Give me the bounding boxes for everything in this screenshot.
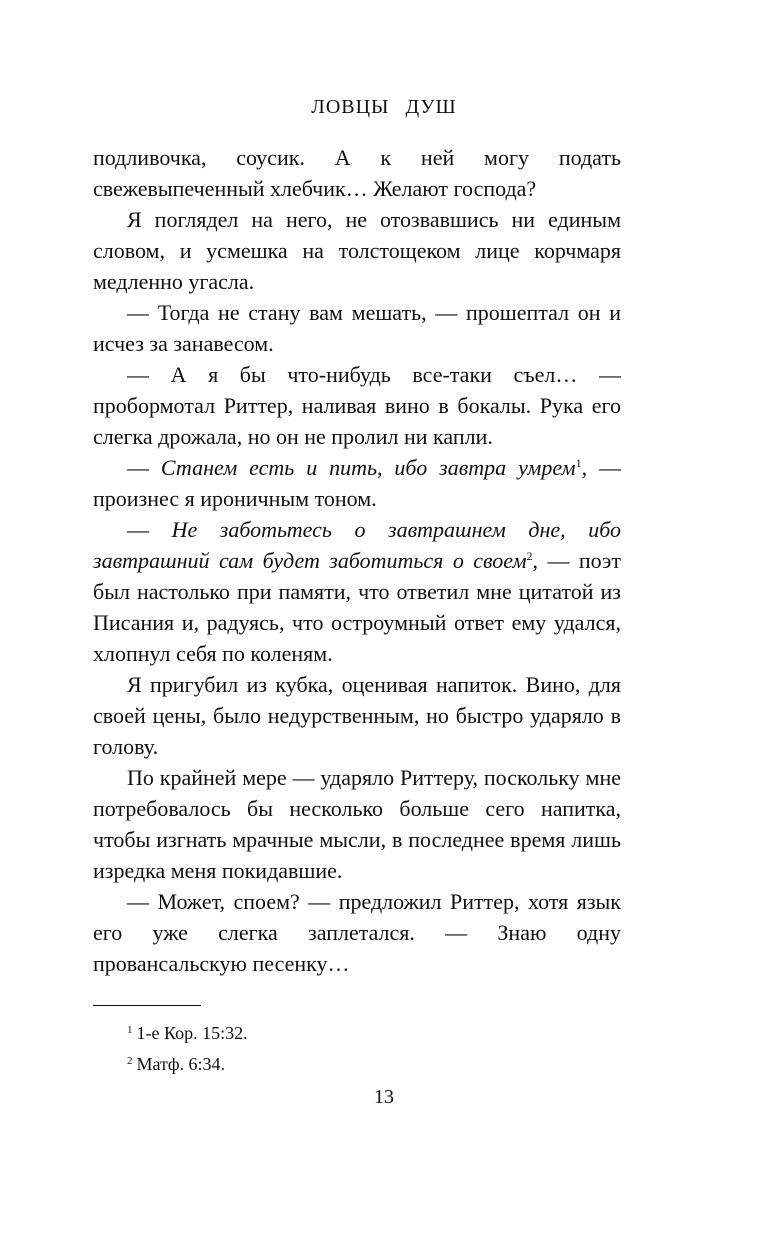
paragraph bbox=[93, 452, 621, 514]
paragraph: подливочка, соусик. А к ней могу подать свежевыпеченный хлебчик… Желают господа? bbox=[93, 145, 621, 201]
paragraph bbox=[93, 514, 621, 669]
paragraph-tail: , — поэт был настолько при памяти, что ответил мне цитатой из Писания и, радуясь, что остроумный ответ ему удался, хлопнул себя по коленям. bbox=[93, 548, 621, 666]
paragraph: Я пригубил из кубка, оценивая напиток. Вино, для своей цены, было недурственным, но быстро ударяло в голову. bbox=[93, 672, 621, 759]
footnote-divider bbox=[93, 1005, 201, 1006]
running-head: ЛОВЦЫ ДУШ bbox=[311, 96, 457, 118]
paragraph: По крайней мере — ударяло Риттеру, поскольку мне потребовалось бы несколько больше сего напитка, чтобы изгнать мрачные мысли, в последнее время лишь изредка меня покидавшие. bbox=[93, 765, 621, 883]
quotation: Не заботьтесь о завтрашнем дне, ибо завтрашний сам будет заботиться о своем bbox=[93, 517, 622, 573]
footnotes bbox=[127, 1016, 248, 1078]
paragraph: — А я бы что-нибудь все-таки съел… — пробормотал Риттер, наливая вино в бокалы. Рука его слегка дрожала, но он не пролил ни капли. bbox=[93, 362, 621, 449]
footnote-number: 1 bbox=[127, 1024, 133, 1036]
paragraph: Я поглядел на него, не отозвавшись ни единым словом, и усмешка на толстощеком лице корчмаря медленно угасла. bbox=[93, 207, 621, 294]
footnote-text: 1-е Кор. 15:32. bbox=[136, 1023, 248, 1043]
footnote-ref: 2 bbox=[526, 549, 533, 563]
paragraph: — Тогда не стану вам мешать, — прошептал он и исчез за занавесом. bbox=[93, 300, 621, 356]
page-number: 13 bbox=[374, 1086, 394, 1108]
dash-lead: — bbox=[127, 455, 161, 480]
footnote-ref: 1 bbox=[575, 456, 582, 470]
body-text bbox=[93, 142, 621, 979]
quotation: Станем есть и пить, ибо завтра умрем bbox=[160, 455, 576, 480]
paragraph: — Может, споем? — предложил Риттер, хотя язык его уже слегка заплетался. — Знаю одну провансальскую песенку… bbox=[93, 889, 621, 976]
footnote bbox=[127, 1047, 248, 1078]
footnote bbox=[127, 1016, 248, 1047]
footnote-text: Матф. 6:34. bbox=[136, 1054, 226, 1074]
footnote-number: 2 bbox=[127, 1055, 133, 1067]
dash-lead: — bbox=[127, 517, 172, 542]
paragraph-tail: , — произнес я ироничным тоном. bbox=[93, 455, 621, 511]
